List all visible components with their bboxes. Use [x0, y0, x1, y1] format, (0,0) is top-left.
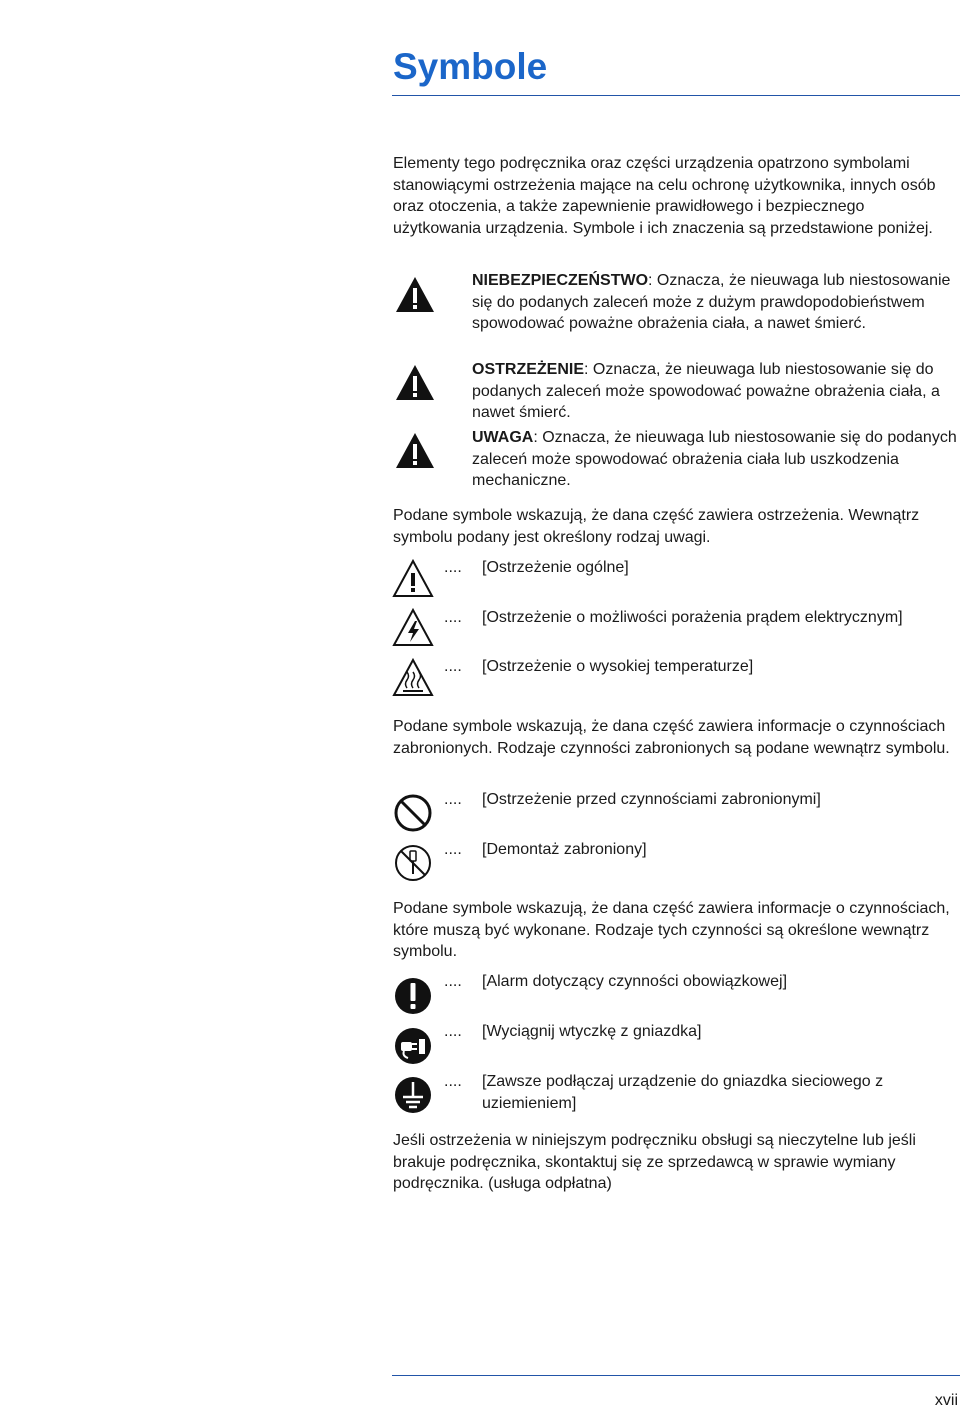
intro-paragraph: Elementy tego podręcznika oraz części urządzenia opatrzono symbolami stanowiącymi ostrzeżenia mające na celu ochronę użytkownika, innych osób oraz otoczenia, a także zapewnienie prawidłowego i bezpiecznego użytkowania urządzenia. Symbole i ich znaczenia są przedstawione poniżej.	[393, 155, 936, 237]
dots: ....	[444, 973, 462, 990]
page-number: xvii	[934, 1392, 958, 1409]
ground-icon	[392, 1074, 434, 1116]
bottom-rule	[392, 1375, 960, 1376]
disassembly-prohibited-icon	[392, 842, 434, 884]
warning-row	[444, 607, 903, 629]
prohibited-intro: Podane symbole wskazują, że dana część zawiera informacje o czynnościach zabronionych. Rodzaje czynności zabronionych są podane wewnątrz symbolu.	[393, 718, 950, 757]
caution-text: : Oznacza, że nieuwaga lub niestosowanie się do podanych zaleceń może spowodować obrażenia ciała lub uszkodzenia mechaniczne.	[472, 429, 957, 489]
danger-term: NIEBEZPIECZEŃSTWO	[472, 272, 649, 289]
dots: ....	[444, 609, 462, 626]
warning-row	[444, 656, 754, 678]
dots: ....	[444, 658, 462, 675]
prohibited-row	[444, 789, 821, 811]
caution-term: UWAGA	[472, 429, 534, 446]
mandatory-row	[444, 1071, 884, 1112]
warning-text: : Oznacza, że nieuwaga lub niestosowanie się do podanych zaleceń może spowodować poważne obrażenia ciała, a nawet śmierć.	[472, 361, 940, 421]
mandatory-action-icon	[392, 975, 434, 1017]
mandatory-label: [Alarm dotyczący czynności obowiązkowej]	[482, 973, 788, 990]
caution-description	[472, 427, 960, 492]
top-rule	[392, 95, 960, 96]
mandatory-intro: Podane symbole wskazują, że dana część zawiera informacje o czynnościach, które muszą być wykonane. Rodzaje tych czynności są określone wewnątrz symbolu.	[393, 900, 950, 960]
prohibited-icon	[392, 792, 434, 834]
closing-paragraph: Jeśli ostrzeżenia w niniejszym podręczniku obsługi są nieczytelne lub jeśli brakuje podręcznika, skontaktuj się ze sprzedawcą w sprawie wymiany podręcznika. (usługa odpłatna)	[393, 1132, 916, 1192]
warning-label: [Ostrzeżenie o możliwości porażenia prądem elektrycznym]	[482, 609, 903, 626]
dots: ....	[444, 1023, 462, 1040]
dots: ....	[444, 559, 462, 576]
page-title: Symbole	[393, 46, 548, 87]
dots: ....	[444, 791, 462, 808]
electric-shock-warning-icon	[392, 607, 434, 649]
mandatory-row	[444, 971, 788, 993]
warning-row	[444, 557, 629, 579]
warning-triangle-icon	[394, 274, 436, 316]
unplug-icon	[392, 1025, 434, 1067]
warning-description	[472, 359, 960, 424]
danger-text: : Oznacza, że nieuwaga lub niestosowanie się do podanych zaleceń może z dużym prawdopodobieństwem spowodować poważne obrażenia ciała, a nawet śmierć.	[472, 272, 951, 332]
prohibited-row	[444, 839, 647, 861]
warning-triangle-icon	[394, 362, 436, 404]
prohibited-label: [Ostrzeżenie przed czynnościami zabronionymi]	[482, 791, 821, 808]
mandatory-row	[444, 1021, 702, 1043]
dots: ....	[444, 841, 462, 858]
prohibited-label: [Demontaż zabroniony]	[482, 841, 647, 858]
warning-triangle-icon	[394, 430, 436, 472]
high-temperature-warning-icon	[392, 657, 434, 699]
danger-description	[472, 270, 960, 335]
mandatory-label: [Wyciągnij wtyczkę z gniazdka]	[482, 1023, 702, 1040]
warning-label: [Ostrzeżenie ogólne]	[482, 559, 629, 576]
dots: ....	[444, 1073, 462, 1090]
mandatory-label: [Zawsze podłączaj urządzenie do gniazdka sieciowego z uziemieniem]	[482, 1073, 884, 1112]
warning-term: OSTRZEŻENIE	[472, 361, 585, 378]
warning-label: [Ostrzeżenie o wysokiej temperaturze]	[482, 658, 754, 675]
warnings-intro: Podane symbole wskazują, że dana część zawiera ostrzeżenia. Wewnątrz symbolu podany jest określony rodzaj uwagi.	[393, 507, 920, 546]
general-warning-icon	[392, 558, 434, 600]
